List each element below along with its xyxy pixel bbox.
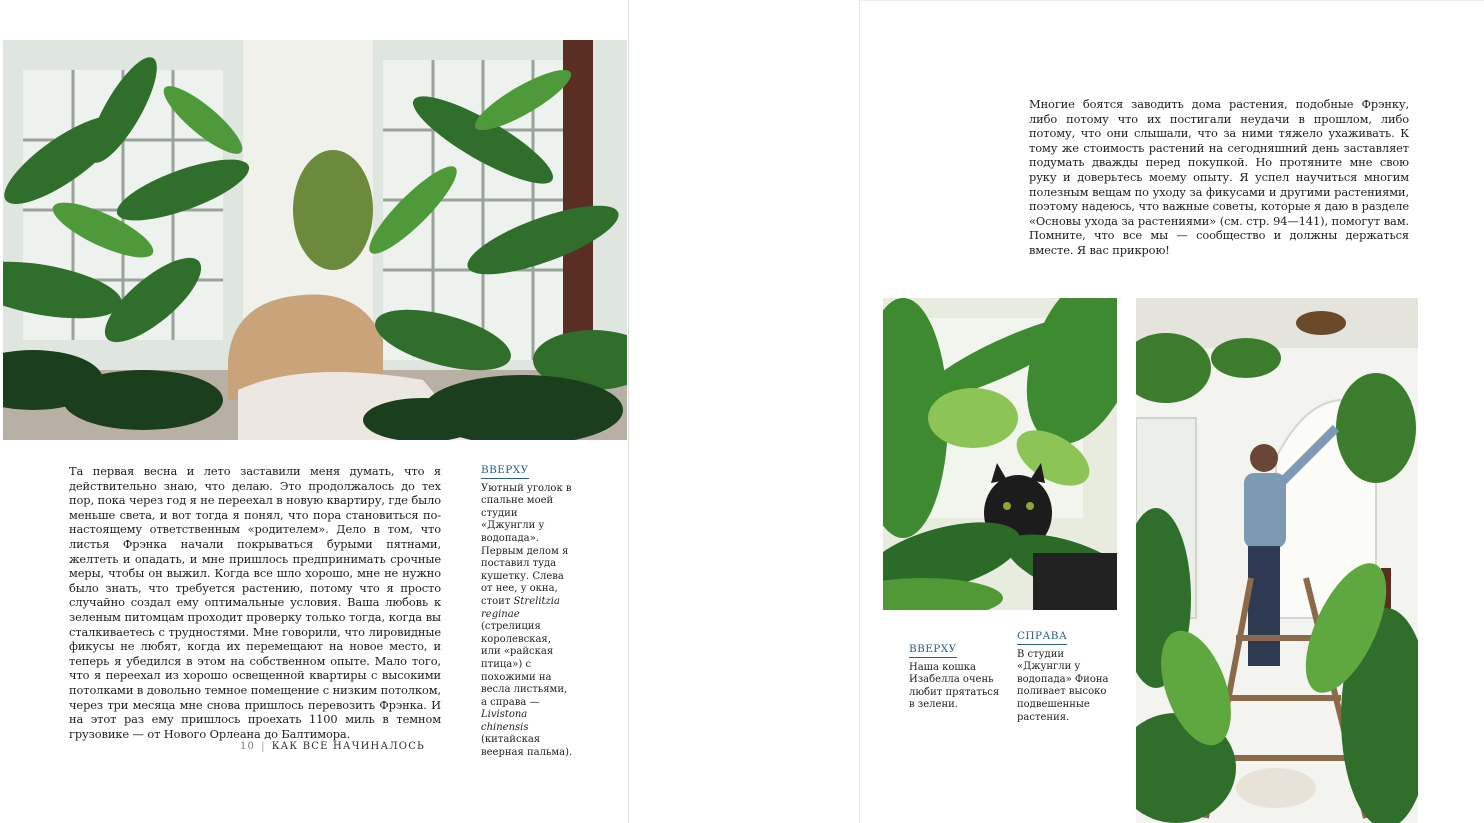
caption-body: В студии «Джунгли у водопада» Фиона поливает высоко подвешенные растения.: [1017, 648, 1109, 723]
caption-heading: СПРАВА: [1017, 630, 1067, 645]
left-body-text: Та первая весна и лето заставили меня думать, что я действительно знаю, что делаю. Это продолжалось до тех пор, пока через год я не переехал в новую квартиру, где было меньше света, и вот тогда я понял, что пора становиться по-настоящему ответственным «родителем». Дело в том, что листья Фрэнка начали покрываться бурыми пятнами, желтеть и опадать, и мне пришлось предпринимать срочные меры, чтобы он выжил. Когда все шло хорошо, мне не нужно было знать, что требуется растению, потому что я просто случайно создал ему оптимальные условия. Ваша любовь к зеленым питомцам проходит проверку только тогда, когда вы сталкиваетесь с трудностями. Мне говорили, что лировидные фикусы не любят, когда их перемещают на новое место, и теперь я убедился в этом на собственном опыте. Мало того, что я переехал из хорошо освещенной квартиры с высокими потолками в довольно темное помещение с низким потолком, через три месяца мне снова пришлось перевозить Фрэнка. И на этот раз ему пришлось проехать 1100 миль в темном грузовике — от Нового Орлеана до Балтимора.: [69, 464, 441, 741]
caption-ladder: [1017, 630, 1117, 724]
caption-text-part: (китайская веерная пальма).: [481, 734, 573, 759]
caption-text-part: (стрелиция королевская, или «райская птица») с похожими на весла листьями, а справа —: [481, 621, 568, 708]
caption-text-part: Уютный уголок в спальне моей студии «Джунгли у водопада». Первым делом я поставил туда кушетку. Слева от нее, у окна, стоит: [481, 482, 572, 607]
cat-photo: [883, 298, 1117, 610]
page-number: 10: [240, 741, 256, 752]
main-plant-photo: [3, 40, 627, 440]
caption-body: Наша кошка Изабелла очень любит прятаться в зелени.: [909, 661, 1000, 711]
section-title: КАК ВСЕ НАЧИНАЛОСЬ: [271, 741, 425, 752]
caption-heading: ВВЕРХУ: [481, 464, 529, 479]
right-body-text: Многие боятся заводить дома растения, подобные Фрэнку, либо потому что их постигали неудачи в прошлом, либо потому, что они слышали, что за ними тяжело ухаживать. К тому же стоимость растений на сегодняшний день заставляет подумать дважды перед покупкой. Но протяните мне свою руку и доверьтесь моему опыту. Я успел научиться многим полезным вещам по уходу за фикусами и другими растениями, поэтому надеюсь, что важные советы, которые я даю в разделе «Основы ухода за растениями» (см. стр. 94—141), помогут вам. Помните, что все мы — сообщество и должны держаться вместе. Я вас прикрою!: [1029, 97, 1409, 257]
plant-room-illustration: [3, 40, 627, 440]
folio-separator: |: [261, 741, 266, 752]
page-gutter: [629, 0, 859, 823]
caption-body: [481, 483, 573, 760]
page-folio: [240, 741, 425, 752]
caption-italic-name: Livistona chinensis: [481, 709, 529, 733]
cat-in-plants-illustration: [883, 298, 1117, 610]
woman-on-ladder-illustration: [1136, 298, 1418, 823]
ladder-photo: [1136, 298, 1418, 823]
caption-italic-name: Strelitzia reginae: [481, 595, 560, 620]
caption-heading: ВВЕРХУ: [909, 643, 957, 658]
caption-top-left: [481, 464, 573, 760]
caption-cat: [909, 643, 1001, 712]
